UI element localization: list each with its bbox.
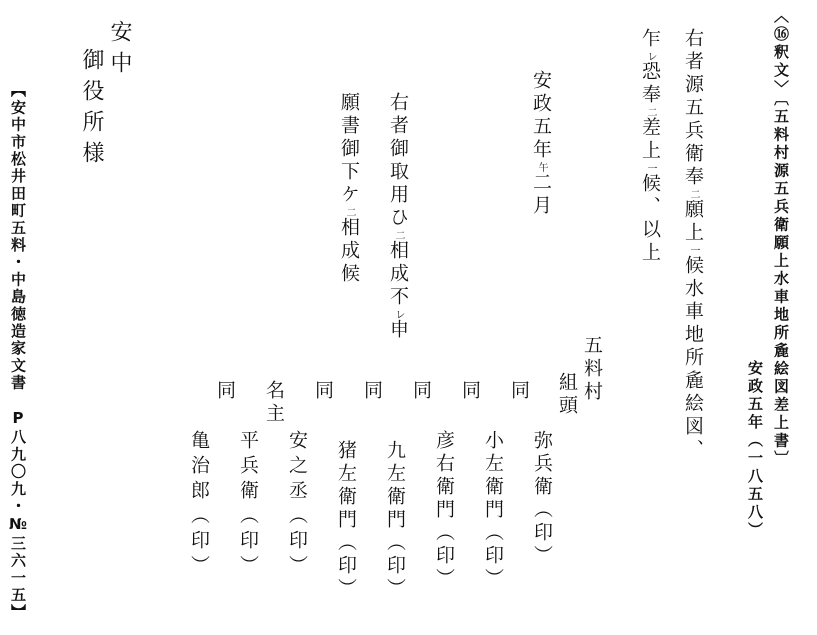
signatory-name — [434, 430, 453, 591]
village-role — [557, 372, 576, 418]
body-line-2 — [640, 28, 659, 265]
signatory-name — [385, 440, 404, 601]
signatory-name-text: 猪左衛門 — [335, 440, 357, 532]
signatory-role — [264, 380, 283, 426]
kaeri-mark: 二 — [645, 107, 656, 117]
signatory-name — [189, 430, 208, 580]
source-citation — [10, 82, 25, 621]
body-line-2-text-d: 候、以上 — [639, 173, 661, 265]
kaeri-mark: レ — [393, 309, 404, 319]
date-line-month: 二月 — [530, 172, 552, 218]
request-line-2 — [339, 92, 358, 286]
request-line-1-text-b: 相成不 — [387, 240, 409, 309]
document-heading-date — [747, 360, 762, 540]
request-line-2-text-b: 相成候 — [338, 217, 360, 286]
addressee-place-text: 安中 — [107, 20, 132, 82]
date-line — [531, 70, 550, 218]
request-line-2-text-a: 願書御下ケ — [338, 92, 360, 207]
signatory-name — [287, 430, 306, 580]
kaeri-mark: 二 — [393, 230, 404, 240]
heading-title: 〔五料村源五兵衛願上水車地所麁絵図差上書〕 — [772, 98, 790, 469]
seal-mark: （印） — [335, 532, 357, 601]
signatory-name-text: 亀治郎 — [188, 430, 210, 505]
body-line-2-text-a: 乍 — [639, 28, 661, 51]
village-role-text: 組頭 — [556, 372, 578, 418]
village-name — [582, 335, 601, 404]
source-citation-text: 【安中市松井田町五料・中島徳造家文書 P八九〇九・№三六一五】 — [9, 82, 27, 622]
seal-mark: （印） — [188, 505, 210, 580]
signatory-role — [411, 380, 430, 403]
kaeri-mark: レ — [645, 51, 656, 61]
heading-date: 安政五年（一八五八） — [746, 360, 764, 540]
seal-mark: （印） — [531, 499, 553, 568]
body-line-1-text-c: 候水車地所麁絵図、 — [682, 255, 704, 462]
signatory-name — [336, 440, 355, 601]
signatory-name — [483, 430, 502, 591]
signatory-role — [460, 380, 479, 403]
signatory-name-text: 安之丞 — [286, 430, 308, 505]
signatory-name — [238, 430, 257, 580]
body-line-2-text-c: 差上 — [639, 117, 661, 163]
signatory-role-text: 同 — [312, 380, 334, 403]
addressee-place — [108, 20, 130, 82]
date-line-eto: 午 — [536, 162, 547, 172]
kaeri-mark: 一 — [645, 163, 656, 173]
signatory-name-text: 九左衛門 — [384, 440, 406, 532]
seal-mark: （印） — [384, 532, 406, 601]
seal-mark: （印） — [286, 505, 308, 580]
body-line-2-text-b: 恐奉 — [639, 61, 661, 107]
addressee-office — [80, 48, 102, 172]
request-line-1 — [388, 92, 407, 342]
signatory-role — [362, 380, 381, 403]
signatory-role-text: 同 — [459, 380, 481, 403]
body-line-1 — [683, 28, 702, 462]
signatory-role — [215, 380, 234, 403]
signatory-role-text: 同 — [361, 380, 383, 403]
signatory-role-text: 同 — [508, 380, 530, 403]
kaeri-mark: 二 — [344, 207, 355, 217]
signatory-role — [509, 380, 528, 403]
signatory-role — [313, 380, 332, 403]
document-heading-title — [773, 8, 788, 469]
signatory-name-text: 弥兵衛 — [531, 430, 553, 499]
date-line-main: 安政五年 — [530, 70, 552, 162]
body-line-1-text-b: 願上 — [682, 199, 704, 245]
seal-mark: （印） — [433, 522, 455, 591]
body-line-1-text: 右者源五兵衛奉 — [682, 28, 704, 189]
signatory-role-text: 同 — [410, 380, 432, 403]
signatory-role-text: 同 — [214, 380, 236, 403]
signatory-role-text: 名主 — [263, 380, 285, 426]
seal-mark: （印） — [237, 505, 259, 580]
heading-number-label: 〈⑯釈文〉 — [772, 8, 790, 98]
village-name-text: 五料村 — [581, 335, 603, 404]
signatory-name — [532, 430, 551, 568]
request-line-1-text-c: 申 — [387, 319, 409, 342]
seal-mark: （印） — [482, 522, 504, 591]
signatory-name-text: 小左衛門 — [482, 430, 504, 522]
request-line-1-text-a: 右者御取用ひ — [387, 92, 409, 230]
signatory-name-text: 平兵衛 — [237, 430, 259, 505]
signatory-name-text: 彦右衛門 — [433, 430, 455, 522]
kaeri-mark: 二 — [688, 189, 699, 199]
kaeri-mark: 一 — [688, 245, 699, 255]
addressee-office-text: 御役所様 — [79, 48, 104, 172]
